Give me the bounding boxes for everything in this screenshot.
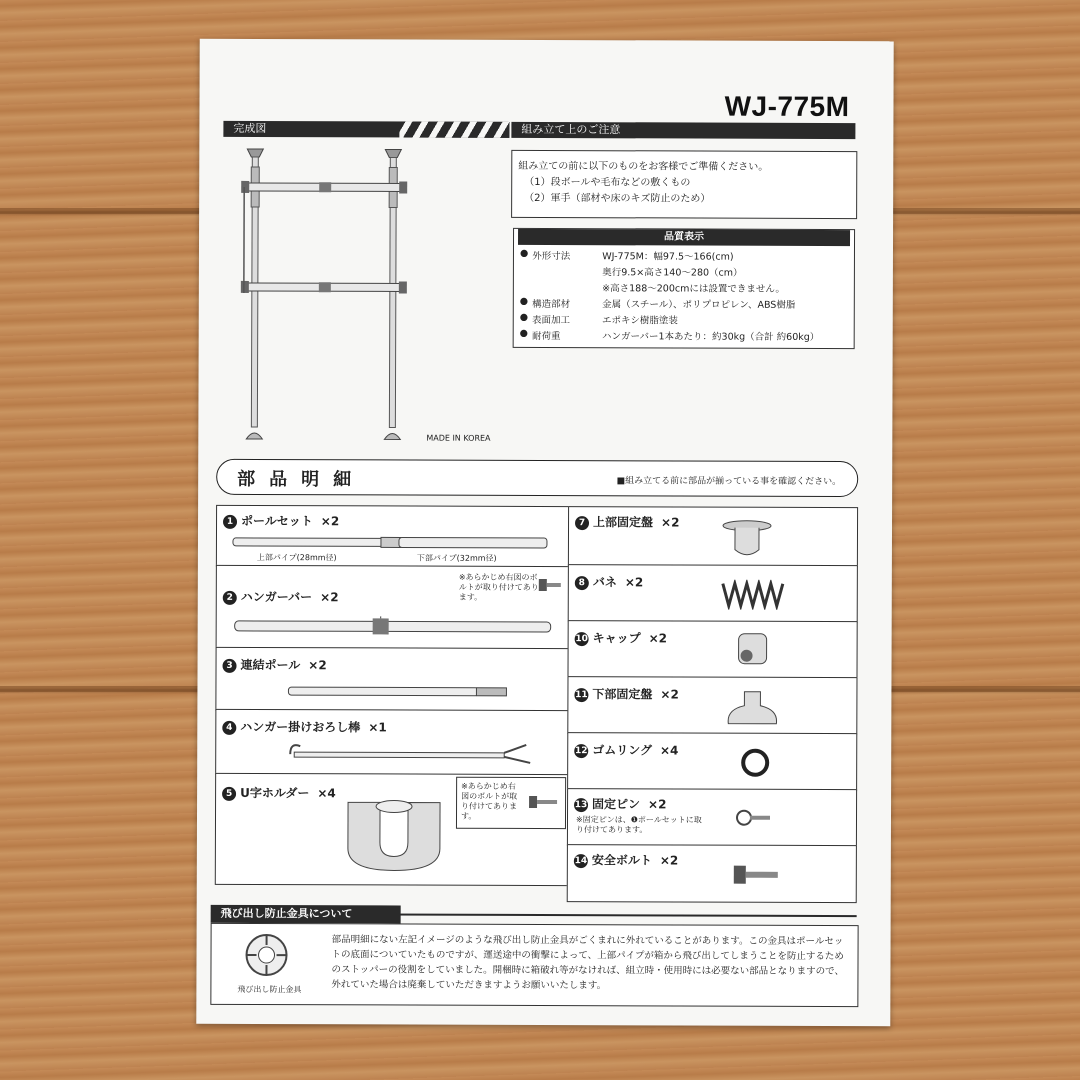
- bolt-icon: [537, 575, 563, 597]
- quality-value: ハンガーバー1本あたり：約30kg（合計 約60kg）: [601, 331, 820, 343]
- quality-box: [513, 228, 855, 349]
- caution-line: （1）段ボールや毛布などの敷くもの: [524, 176, 691, 189]
- quality-value: WJ-775M：幅97.5～166(cm): [602, 251, 734, 263]
- quality-label: 耐荷重: [531, 330, 561, 343]
- quality-table: [518, 247, 822, 344]
- part-name-11: 11 下部固定盤 ×2: [575, 687, 679, 702]
- upper-pipe-label: 上部パイプ(28mm径): [256, 552, 337, 563]
- part-cell-13: [567, 788, 857, 847]
- caution-line: 組み立ての前に以下のものをお客様でご準備ください。: [518, 160, 769, 173]
- upper-mount-icon: [719, 520, 775, 560]
- parts-list-note: ■組み立てる前に部品が揃っている事を確認ください。: [616, 476, 842, 488]
- bolt-icon: [527, 792, 561, 812]
- pole-set-icon: [231, 534, 551, 551]
- made-in-label: MADE IN KOREA: [426, 433, 491, 443]
- quality-value: 奥行9.5×高さ140～280（cm）: [602, 267, 743, 279]
- part-name-13: 13 固定ピン ×2: [574, 797, 667, 812]
- parts-list-title: 部品明細: [237, 468, 366, 491]
- quality-value: 金属（スチール）、ポリプロピレン、ABS樹脂: [602, 299, 796, 311]
- part-name-12: 12 ゴムリング ×4: [574, 743, 679, 758]
- part-cell-2: [216, 565, 570, 650]
- quality-row: ● 表面加工 エポキシ樹脂塗装: [518, 311, 822, 328]
- part-name-5: 5 U字ホルダー ×4: [222, 784, 336, 801]
- pin-note: ※固定ピンは、❶ポールセットに取り付けてあります。: [575, 815, 702, 835]
- quality-row: ● 構造部材 金属（スチール）、ポリプロピレン、ABS樹脂: [518, 295, 822, 312]
- quality-label: 構造部材: [532, 298, 571, 311]
- part-cell-14: [567, 844, 857, 903]
- stopper-description: 部品明細にない左記イメージのような飛び出し防止金具がごくまれに外れていることがあります。この金具はポールセットの底面についていたものですが、運送途中の衝撃によって、上部パイプが箱から飛び出してしまうことを防止するためのストッパーの役割をしていました。開梱時に箱破れ等がなければ、組立時・使用時には必要ない部品となりますので、外れていた場合は廃棄していただきますようお願いいたします。: [331, 934, 845, 992]
- parts-list-header: [216, 459, 858, 497]
- quality-label: 表面加工: [532, 314, 571, 327]
- quality-title: 品質表示: [518, 229, 850, 246]
- model-number: WJ-775M: [724, 90, 850, 123]
- part-name-8: 8 バネ ×2: [575, 573, 643, 590]
- hanger-bar-icon: [233, 616, 553, 637]
- cap-icon: [733, 630, 773, 670]
- u-holder-icon: [340, 792, 450, 872]
- part-cell-8: [568, 564, 858, 623]
- quality-row: ● 外形寸法 WJ-775M：幅97.5～166(cm): [518, 247, 822, 264]
- part-name-10: 10 キャップ ×2: [575, 631, 668, 646]
- quality-label: 外形寸法: [532, 250, 571, 263]
- caution-title: 組み立て上のご注意: [521, 122, 621, 137]
- stopper-box: [210, 923, 858, 1007]
- divider: [387, 913, 857, 917]
- part-cell-4: [215, 709, 569, 776]
- stopper-fitting-icon: [243, 932, 289, 978]
- part-cell-10: [567, 620, 857, 679]
- holder-bolt-box: [456, 777, 566, 829]
- part-name-3: 3 連結ポール ×2: [223, 656, 327, 673]
- quality-value: ※高さ188～200cmには設置できません。: [602, 283, 785, 295]
- connecting-pole-icon: [286, 684, 516, 699]
- quality-row: [518, 263, 822, 280]
- instruction-sheet: [196, 39, 893, 1026]
- part-cell-1: [216, 505, 570, 568]
- part-name-1: 1 ポールセット ×2: [223, 512, 339, 529]
- part-cell-12: [567, 732, 857, 791]
- holder-bolt-note: ※あらかじめ右図のボルトが取り付けてあります。: [460, 781, 518, 821]
- quality-row: ● 耐荷重 ハンガーバー1本あたり：約30kg（合計 約60kg）: [518, 327, 822, 344]
- part-cell-7: [568, 506, 858, 567]
- spring-icon: [719, 580, 789, 610]
- stopper-caption: 飛び出し防止金具: [237, 984, 302, 995]
- rack-illustration: [228, 143, 419, 444]
- hanger-hook-stick-icon: [286, 740, 546, 767]
- quality-value: エポキシ樹脂塗装: [602, 315, 678, 327]
- safety-bolt-icon: [732, 860, 782, 890]
- part-cell-11: [567, 676, 857, 735]
- complete-diagram-header: [223, 121, 509, 138]
- stopper-section-title: 飛び出し防止金具について: [211, 905, 401, 924]
- part-name-7: 7 上部固定盤 ×2: [575, 513, 679, 530]
- part-cell-5: [215, 773, 569, 886]
- lower-pipe-label: 下部パイプ(32mm径): [416, 553, 497, 563]
- caution-line: （2）軍手（部材や床のキズ防止のため）: [524, 192, 711, 205]
- hanger-bolt-note: ※あらかじめ右図のボルトが取り付けてあります。: [458, 572, 539, 602]
- part-name-14: 14 安全ボルト ×2: [574, 853, 679, 868]
- caution-header: [511, 122, 855, 139]
- part-name-2: 2 ハンガーバー ×2: [223, 588, 339, 605]
- part-cell-3: [215, 647, 569, 712]
- fixing-pin-icon: [734, 806, 774, 830]
- caution-box: [511, 150, 857, 219]
- lower-mount-icon: [724, 688, 780, 728]
- rubber-ring-icon: [738, 746, 772, 780]
- part-name-4: 4 ハンガー掛けおろし棒 ×1: [222, 718, 386, 736]
- complete-diagram-title: 完成図: [233, 121, 267, 136]
- quality-row: [518, 279, 822, 296]
